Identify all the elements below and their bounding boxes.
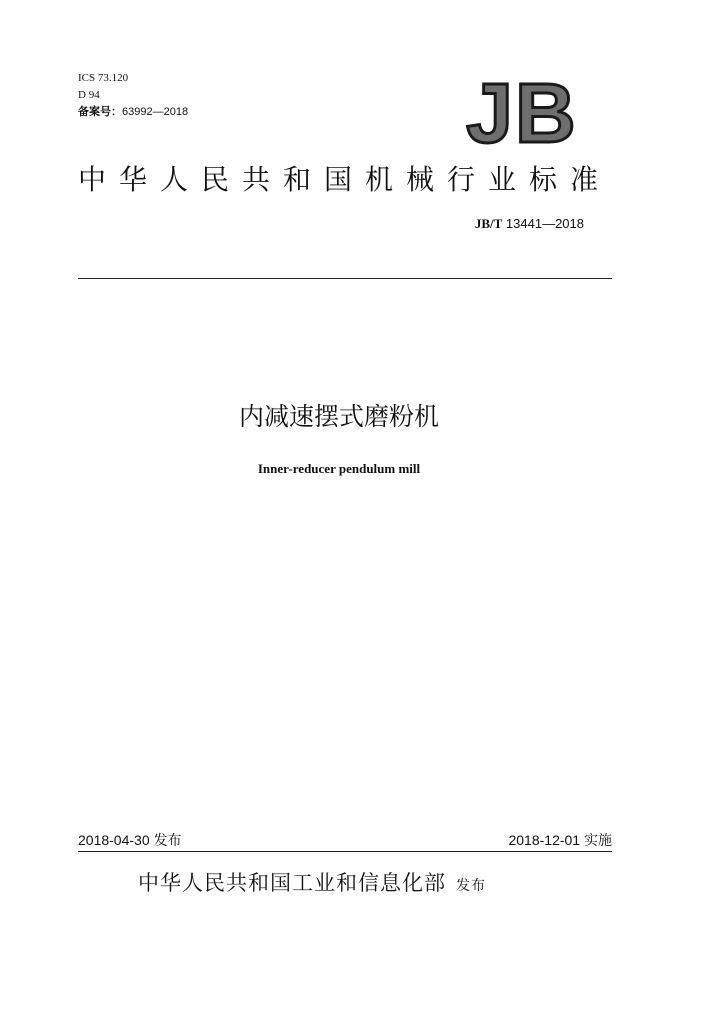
classification-code: D 94 <box>78 89 100 101</box>
footer-divider <box>78 851 612 852</box>
jb-logo-text: JB <box>466 78 578 148</box>
standard-number-value: 13441—2018 <box>505 216 584 231</box>
implementation-date: 2018-12-01 实施 <box>508 832 612 848</box>
classification-block <box>78 70 188 121</box>
publisher-line <box>138 868 486 901</box>
publisher-name: 中华人民共和国工业和信息化部 <box>138 871 446 895</box>
document-title-english: Inner-reducer pendulum mill <box>257 461 421 476</box>
header-divider <box>78 278 612 279</box>
ics-code: ICS 73.120 <box>78 72 129 84</box>
standard-number-prefix: JB/T <box>474 216 503 231</box>
jb-logo-icon <box>460 78 584 148</box>
filing-number <box>78 104 188 121</box>
standard-number <box>475 216 584 232</box>
issue-date: 2018-04-30 发布 <box>78 832 182 848</box>
standard-category-title: 中华人民共和国机械行业标准 <box>78 163 612 196</box>
filing-label: 备案号： <box>78 106 122 118</box>
publisher-suffix: 发布 <box>456 878 486 894</box>
filing-value: 63992—2018 <box>122 106 189 118</box>
document-title-chinese: 内减速摆式磨粉机 <box>238 402 439 431</box>
